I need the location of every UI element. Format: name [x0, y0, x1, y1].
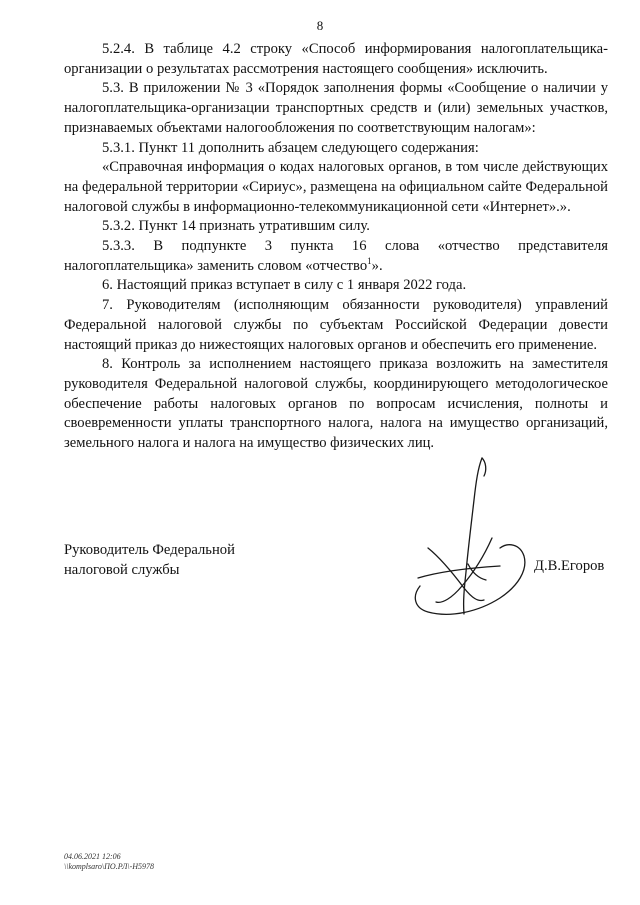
signatory-name: Д.В.Егоров: [534, 558, 605, 574]
footnote-marker: 1: [367, 255, 372, 266]
page-number: 8: [316, 18, 324, 33]
paragraph-8: 8. Контроль за исполнением настоящего приказа возложить на заместителя руководителя Федеральной налоговой службы, координирующего методологическое обеспечение работы налоговых органов по вопросам исчисления, полноты и своевременности уплаты транспортного налога, налога на имущество организаций, земельного налога и налога на имущество физических лиц.: [64, 356, 608, 452]
paragraph-5-3-3: [64, 237, 608, 276]
signatory-position: [64, 540, 235, 580]
paragraph-5-3: 5.3. В приложении № 3 «Порядок заполнения формы «Сообщение о наличии у налогоплательщика-организации транспортных средств и (или) земельных участков, признаваемых объектами налогообложения по соответствующим налогам»:: [64, 80, 608, 136]
paragraph-6: 6. Настоящий приказ вступает в силу с 1 января 2022 года.: [102, 277, 467, 294]
handwritten-signature: [408, 452, 534, 628]
paragraph-7: 7. Руководителям (исполняющим обязанности руководителя) управлений Федеральной налоговой службы по субъектам Российской Федерации довести настоящий приказ до нижестоящих налоговых органов и обеспечить его применение.: [64, 297, 608, 353]
signatory-position-line1: Руководитель Федеральной: [64, 542, 235, 558]
paragraph-5-3-1: 5.3.1. Пункт 11 дополнить абзацем следующего содержания:: [102, 139, 479, 156]
signatory-position-line2: налоговой службы: [64, 562, 180, 578]
document-footer: [64, 852, 154, 872]
document-body: [64, 40, 608, 454]
paragraph-5-3-3-text: 5.3.3. В подпункте 3 пункта 16 слова «отчество представителя налогоплательщика» заменить словом «отчество: [64, 238, 608, 274]
paragraph-5-3-3-end: ».: [371, 257, 383, 274]
footer-timestamp: 04.06.2021 12:06: [64, 852, 121, 861]
paragraph-5-2-4: 5.2.4. В таблице 4.2 строку «Способ информирования налогоплательщика-организации о результатах рассмотрения настоящего сообщения» исключить.: [64, 41, 608, 77]
paragraph-5-3-2: 5.3.2. Пункт 14 признать утратившим силу.: [102, 218, 370, 235]
paragraph-quote: «Справочная информация о кодах налоговых органов, в том числе действующих на федеральной территории «Сириус», размещена на официальном сайте Федеральной налоговой службы в информационно-телекоммуникационной сети «Интернет».».: [64, 159, 608, 215]
footer-file-path: \\komplsaro\ПО.РЛ\-Н5978: [64, 862, 155, 871]
